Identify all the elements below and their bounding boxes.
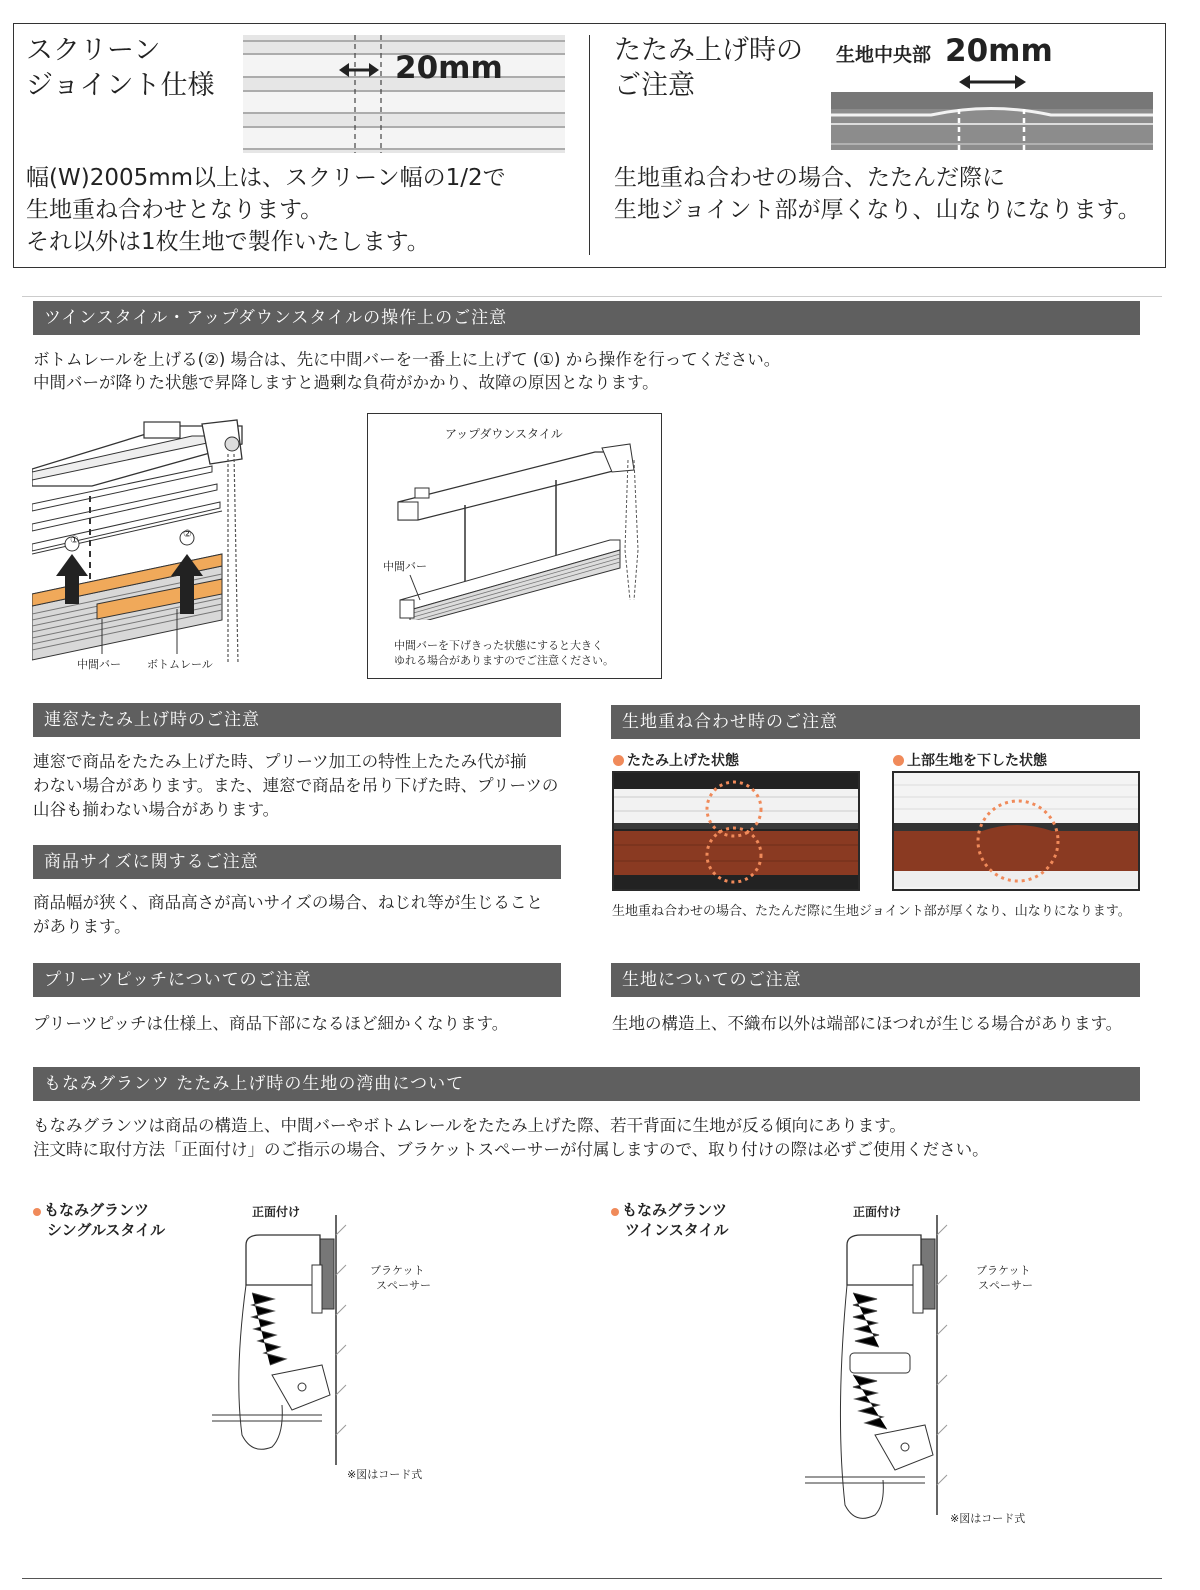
updown-illustration bbox=[380, 440, 650, 620]
box-divider bbox=[589, 35, 590, 255]
pitch-text: プリーツピッチは仕様上、商品下部になるほど細かくなります。 bbox=[33, 1014, 509, 1033]
joint-title-1: スクリーン bbox=[26, 35, 161, 66]
bottom-divider bbox=[22, 1578, 1162, 1579]
twin-bracket-2: スペーサー bbox=[978, 1279, 1033, 1292]
joint-text-2: 生地重ね合わせとなります。 bbox=[26, 197, 324, 223]
size-text-1: 商品幅が狭く、商品高さが高いサイズの場合、ねじれ等が生じること bbox=[33, 893, 543, 912]
divider bbox=[22, 296, 1162, 297]
single-bracket-2: スペーサー bbox=[376, 1279, 431, 1292]
single-mount-label: 正面付け bbox=[252, 1205, 301, 1219]
twin-note: ※図はコード式 bbox=[950, 1512, 1026, 1525]
updown-note-1: 中間バーを下げきった状態にすると大きく bbox=[394, 639, 603, 652]
fold-bulge-illustration bbox=[831, 72, 1153, 152]
twin-title-2: ツインスタイル bbox=[625, 1221, 729, 1239]
pitch-header: プリーツピッチについてのご注意 bbox=[33, 963, 561, 997]
single-bracket-1: ブラケット bbox=[370, 1264, 425, 1277]
overlap-header: 生地重ね合わせ時のご注意 bbox=[611, 705, 1140, 739]
size-header: 商品サイズに関するご注意 bbox=[33, 845, 561, 879]
bullet-icon bbox=[33, 1208, 41, 1216]
single-style-illustration bbox=[212, 1215, 362, 1465]
bullet-icon bbox=[611, 1208, 619, 1216]
renso-text-3: 山谷も揃わない場合があります。 bbox=[33, 800, 280, 819]
single-title bbox=[33, 1199, 149, 1220]
num-2: ② bbox=[183, 529, 192, 540]
photo1-label bbox=[613, 750, 739, 770]
photo2-label-text: 上部生地を下した状態 bbox=[907, 753, 1047, 769]
twin-title bbox=[611, 1199, 727, 1220]
overlap-caption: 生地重ね合わせの場合、たたんだ際に生地ジョイント部が厚くなり、山なりになります。 bbox=[612, 904, 1131, 919]
bullet-icon bbox=[893, 755, 904, 766]
renso-header: 連窓たたみ上げ時のご注意 bbox=[33, 703, 561, 737]
num-1: ① bbox=[70, 535, 79, 546]
twin-style-illustration bbox=[805, 1215, 965, 1540]
updown-title: アップダウンスタイル bbox=[445, 427, 563, 441]
joint-text-1: 幅(W)2005mm以上は、スクリーン幅の1/2で bbox=[26, 165, 506, 191]
fabric-text: 生地の構造上、不織布以外は端部にほつれが生じる場合があります。 bbox=[612, 1014, 1123, 1033]
joint-text-3: それ以外は1枚生地で製作いたします。 bbox=[26, 229, 430, 255]
single-note: ※図はコード式 bbox=[347, 1468, 423, 1481]
photo-folded-state bbox=[612, 771, 860, 891]
twin-mount-label: 正面付け bbox=[853, 1205, 902, 1219]
updown-label-mid: 中間バー bbox=[383, 560, 427, 573]
updown-note-2: ゆれる場合がありますのでご注意ください。 bbox=[394, 654, 614, 667]
photo2-label bbox=[893, 750, 1047, 770]
fold-text-2: 生地ジョイント部が厚くなり、山なりになります。 bbox=[614, 197, 1141, 223]
twin-text-1: ボトムレールを上げる(②) 場合は、先に中間バーを一番上に上げて (①) から操作を行ってください。 bbox=[33, 350, 781, 369]
fold-measure: 20mm bbox=[945, 33, 1053, 69]
fabric-header: 生地についてのご注意 bbox=[611, 963, 1140, 997]
fold-text-1: 生地重ね合わせの場合、たたんだ際に bbox=[614, 165, 1005, 191]
joint-measure: 20mm bbox=[395, 50, 503, 86]
twin-operation-illustration bbox=[32, 414, 250, 672]
label-mid-bar: 中間バー bbox=[77, 658, 121, 671]
joint-title-2: ジョイント仕様 bbox=[26, 70, 215, 101]
size-text-2: があります。 bbox=[33, 917, 131, 936]
single-title-1: もなみグランツ bbox=[44, 1201, 150, 1219]
label-bottom-rail: ボトムレール bbox=[147, 658, 213, 671]
fold-center-label: 生地中央部 bbox=[836, 44, 932, 66]
monami-text-2: 注文時に取付方法「正面付け」のご指示の場合、ブラケットスペーサーが付属しますので、取り付けの際は必ずご使用ください。 bbox=[33, 1140, 989, 1159]
twin-text-2: 中間バーが降りた状態で昇降しますと過剰な負荷がかかり、故障の原因となります。 bbox=[33, 373, 659, 392]
twin-bracket-1: ブラケット bbox=[976, 1264, 1031, 1277]
monami-text-1: もなみグランツは商品の構造上、中間バーやボトムレールをたたみ上げた際、若干背面に生地が反る傾向にあります。 bbox=[33, 1116, 906, 1135]
twin-title-1: もなみグランツ bbox=[622, 1201, 728, 1219]
single-title-2: シングルスタイル bbox=[47, 1221, 166, 1239]
twin-header: ツインスタイル・アップダウンスタイルの操作上のご注意 bbox=[33, 301, 1140, 335]
fold-title-1: たたみ上げ時の bbox=[614, 35, 803, 66]
photo-lowered-state bbox=[892, 771, 1140, 891]
renso-text-2: わない場合があります。また、連窓で商品を吊り下げた時、プリーツの bbox=[33, 776, 559, 795]
monami-header: もなみグランツ たたみ上げ時の生地の湾曲について bbox=[33, 1067, 1140, 1101]
renso-text-1: 連窓で商品をたたみ上げた時、プリーツ加工の特性上たたみ代が揃 bbox=[33, 752, 527, 771]
fold-title-2: ご注意 bbox=[614, 70, 695, 101]
photo1-label-text: たたみ上げた状態 bbox=[627, 753, 739, 769]
bullet-icon bbox=[613, 755, 624, 766]
